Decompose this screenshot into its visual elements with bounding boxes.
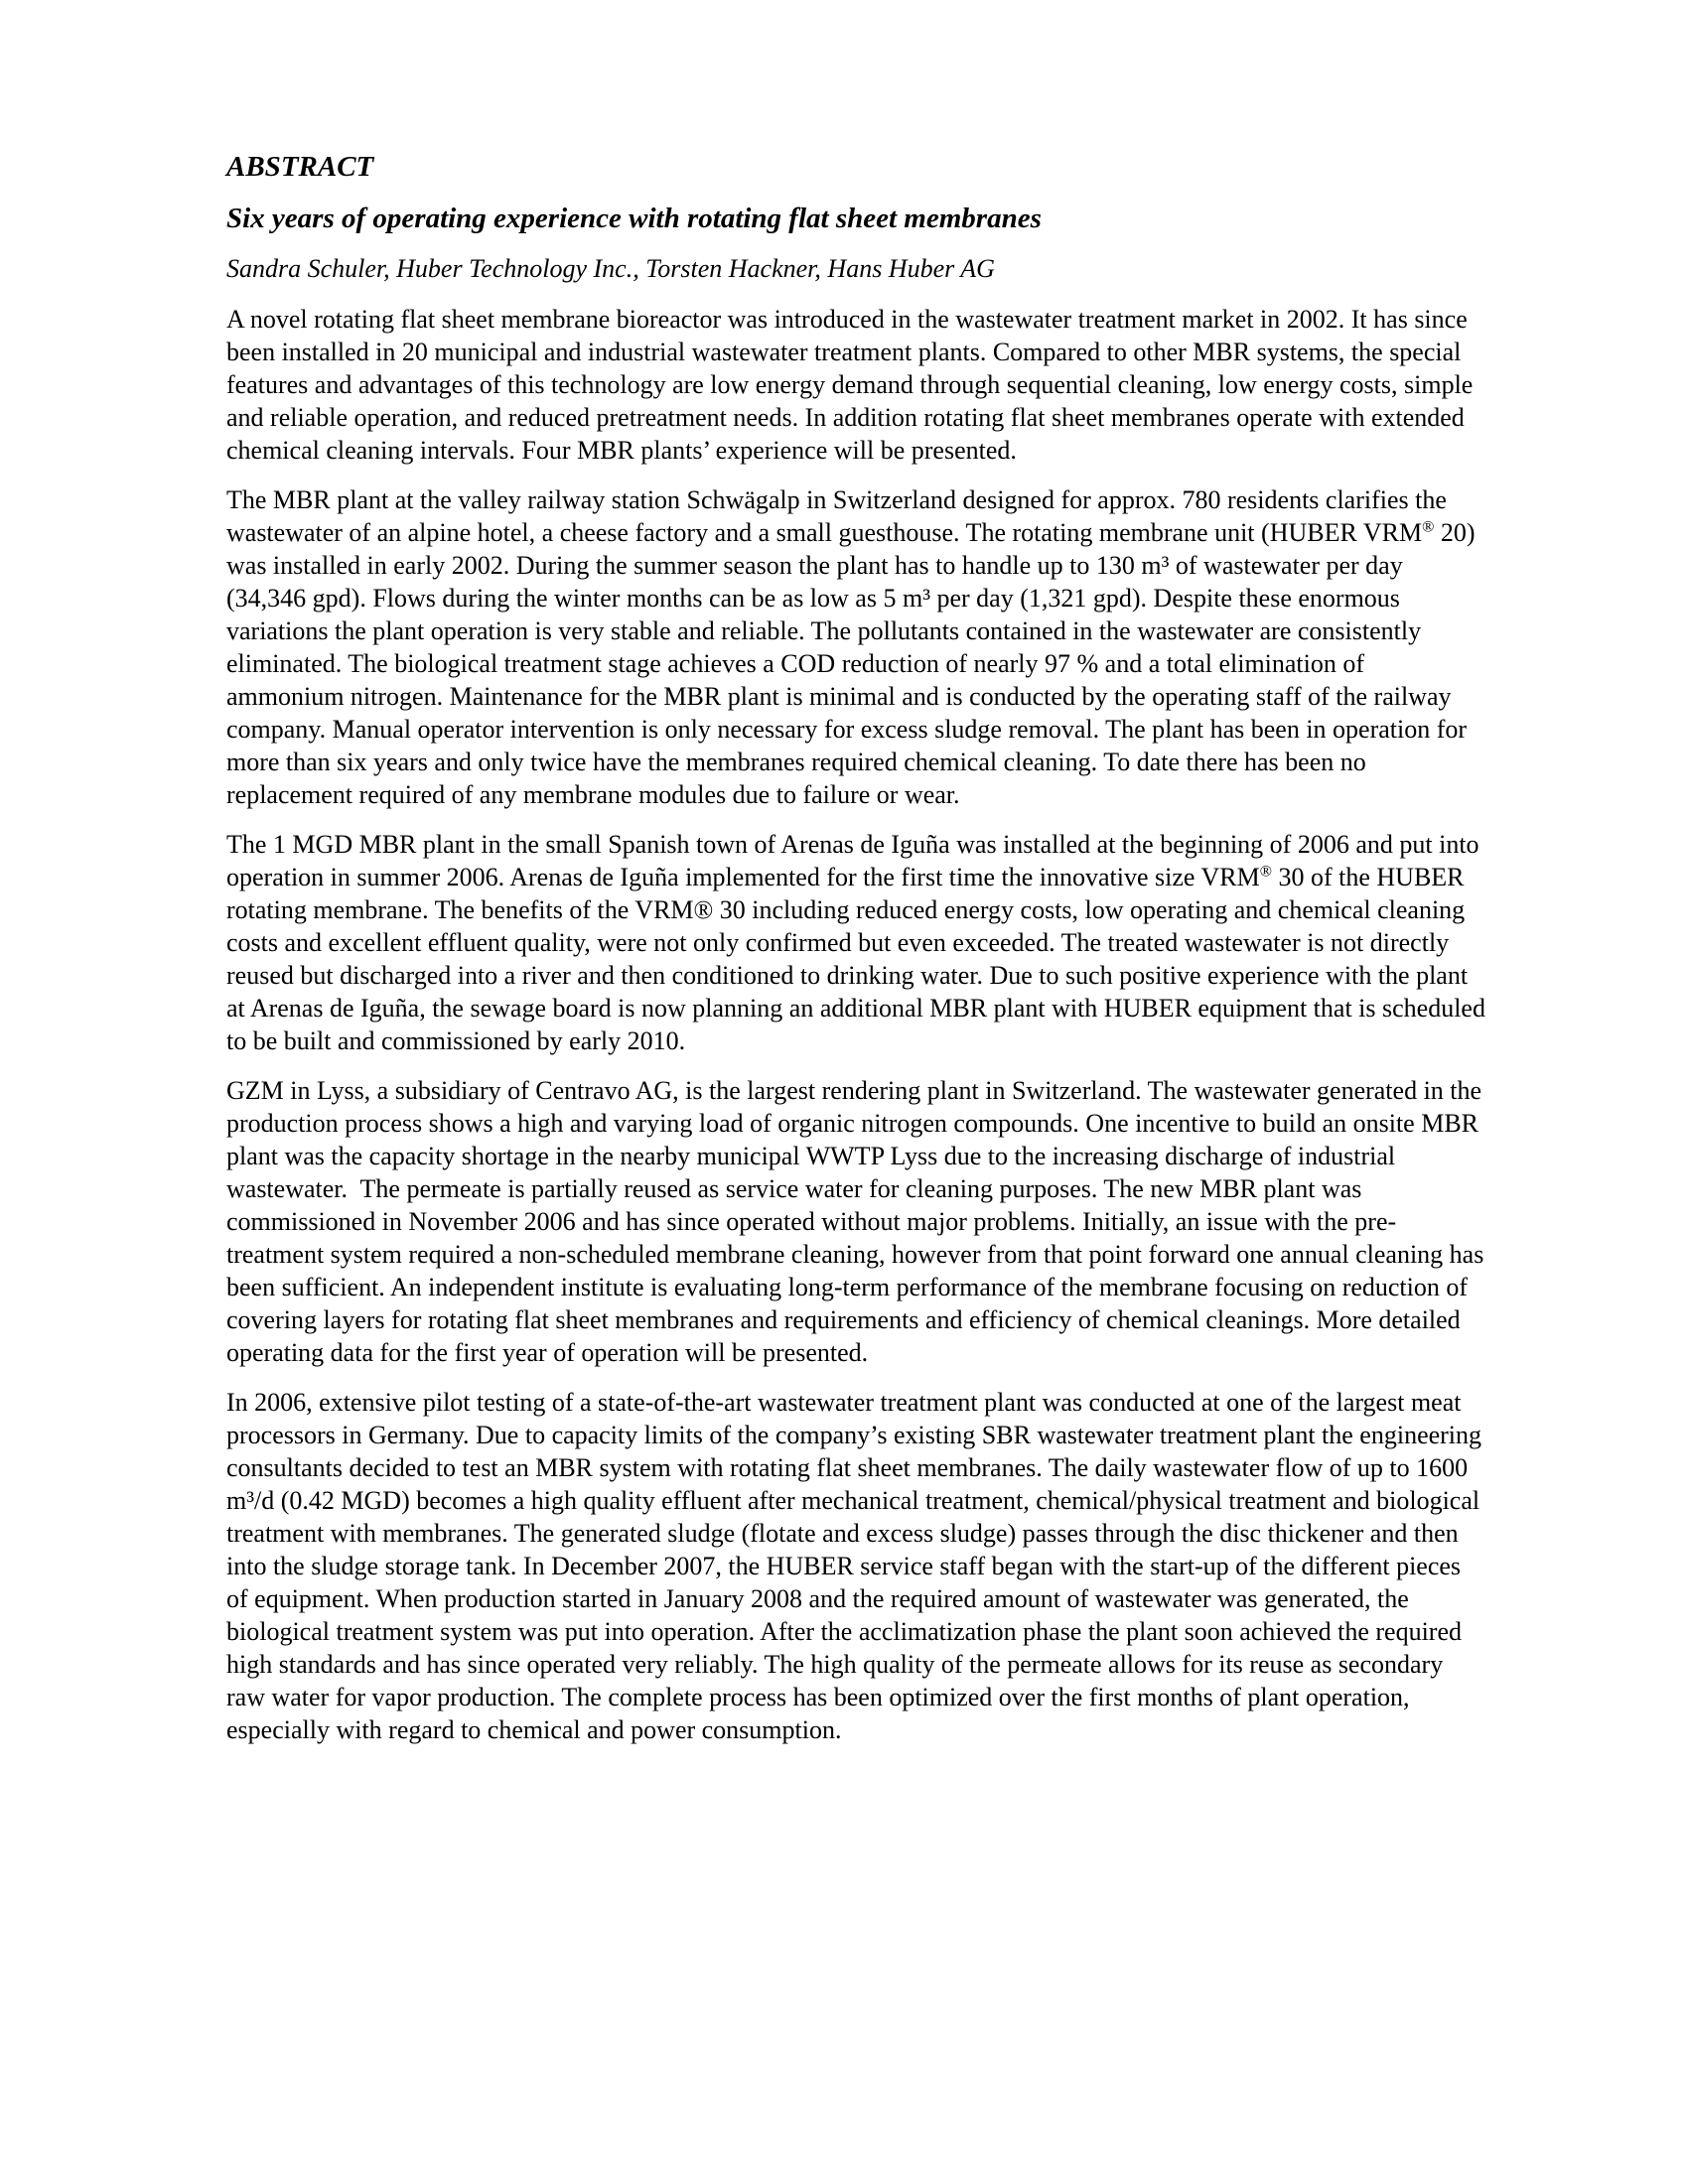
text-run: The MBR plant at the valley railway station Schwägalp in Switzerland designed for approx. 780 residents clarifies the wastewater of an alpine hotel, a cheese factory and a small guesthouse. The rotating membrane unit (HUBER VRM [226,485,1454,547]
text-run: 20) was installed in early 2002. During the summer season the plant has to handle up to 130 m³ of wastewater per day (34,346 gpd). Flows during the winter months can be as low as 5 m³ per day (1,321 gpd). Despite these enormous variations the plant operation is very stable and reliable. The pollutants contained in the wastewater are consistently eliminated. The biological treatment stage achieves a COD reduction of nearly 97 % and a total elimination of ammonium nitrogen. Maintenance for the MBR plant is minimal and is conducted by the operating staff of the railway company. Manual operator intervention is only necessary for excess sludge removal. The plant has been in operation for more than six years and only twice have the membranes required chemical cleaning. To date there has been no replacement required of any membrane modules due to failure or wear. [226,518,1481,809]
text-run: 30 of the HUBER rotating membrane. The benefits of the VRM® 30 including reduced energy costs, low operating and chemical cleaning costs and excellent effluent quality, were not only confirmed but even exceeded. The treated wastewater is not directly reused but discharged into a river and then conditioned to drinking water. Due to such positive experience with the plant at Arenas de Iguña, the sewage board is now planning an additional MBR plant with HUBER equipment that is scheduled to be built and commissioned by early 2010. [226,863,1492,1055]
text-run: In 2006, extensive pilot testing of a state-of-the-art wastewater treatment plant was conducted at one of the largest meat processors in Germany. Due to capacity limits of the company’s existing SBR wastewater treatment plant the engineering consultants decided to test an MBR system with rotating flat sheet membranes. The daily wastewater flow of up to 1600 m³/d (0.42 MGD) becomes a high quality effluent after mechanical treatment, chemical/physical treatment and biological treatment with membranes. The generated sludge (flotate and excess sludge) passes through the disc thickener and then into the sludge storage tank. In December 2007, the HUBER service staff began with the start-up of the different pieces of equipment. When production started in January 2008 and the required amount of wastewater was generated, the biological treatment system was put into operation. After the acclimatization phase the plant soon achieved the required high standards and has since operated very reliably. The high quality of the permeate allows for its reuse as secondary raw water for vapor production. The complete process has been optimized over the first months of plant operation, especially with regard to chemical and power consumption. [226,1388,1488,1744]
text-run: A novel rotating flat sheet membrane bioreactor was introduced in the wastewater treatment market in 2002. It has since been installed in 20 municipal and industrial wastewater treatment plants. Compared to other MBR systems, the special features and advantages of this technology are low energy demand through sequential cleaning, low energy costs, simple and reliable operation, and reduced pretreatment needs. In addition rotating flat sheet membranes operate with extended chemical cleaning intervals. Four MBR plants’ experience will be presented. [226,305,1479,465]
text-run: GZM in Lyss, a subsidiary of Centravo AG, is the largest rendering plant in Switzerland. The wastewater generated in the production process shows a high and varying load of organic nitrogen compounds. One incentive to build an onsite MBR plant was the capacity shortage in the nearby municipal WWTP Lyss due to the increasing discharge of industrial wastewater. The permeate is partially reused as service water for cleaning purposes. The new MBR plant was commissioned in November 2006 and has since operated without major problems. Initially, an issue with the pre-treatment system required a non-scheduled membrane cleaning, however from that point forward one annual cleaning has been sufficient. An independent institute is evaluating long-term performance of the membrane focusing on reduction of covering layers for rotating flat sheet membranes and requirements and efficiency of chemical cleanings. More detailed operating data for the first year of operation will be presented. [226,1076,1490,1367]
abstract-heading: ABSTRACT [226,151,374,183]
document-page [226,149,1492,1763]
paragraph-2 [226,483,1487,811]
paragraph-4 [226,1074,1490,1369]
paragraph-5 [226,1386,1487,1746]
authors-line: Sandra Schuler, Huber Technology Inc., Torsten Hackner, Hans Huber AG [226,254,995,283]
paragraph-3 [226,828,1492,1057]
paragraph-1 [226,303,1487,467]
paper-title: Six years of operating experience with rotating flat sheet membranes [226,203,1042,234]
registered-trademark-superscript: ® [1259,863,1272,881]
text-run: The 1 MGD MBR plant in the small Spanish town of Arenas de Iguña was installed at the beginning of 2006 and put into operation in summer 2006. Arenas de Iguña implemented for the first time the innovative size VRM [226,830,1486,891]
abstract-body [226,303,1492,1746]
registered-trademark-superscript: ® [1422,518,1435,536]
